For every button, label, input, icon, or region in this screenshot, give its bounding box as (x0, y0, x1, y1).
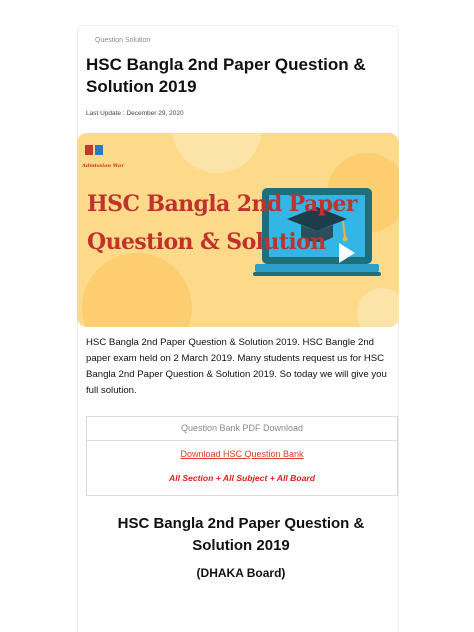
download-note: All Section + All Subject + All Board (169, 473, 315, 483)
logo-icon (85, 145, 103, 155)
featured-banner (77, 133, 399, 327)
section-heading: HSC Bangla 2nd Paper Question & Solution 2019 (117, 515, 365, 554)
banner-heading-line1: HSC Bangla 2nd Paper (87, 191, 357, 217)
download-link[interactable]: Download HSC Question Bank (180, 449, 304, 459)
last-update: Last Update : December 29, 2020 (86, 110, 184, 117)
page-title: HSC Bangla 2nd Paper Question & Solution 2019 (86, 55, 366, 96)
download-box (86, 416, 398, 496)
download-box-heading: Question Bank PDF Download (87, 417, 397, 441)
breadcrumb[interactable]: Question Solution (95, 37, 151, 44)
section-subheading: (DHAKA Board) (196, 566, 286, 580)
intro-paragraph: HSC Bangla 2nd Paper Question & Solution 2019. HSC Bangle 2nd paper exam held on 2 March 2019. Many students request us for HSC Bangla 2nd Paper Question & Solution 2019. So today we will give you full solution. (86, 337, 387, 396)
banner-heading-line2: Question & Solution (87, 229, 326, 255)
logo-text: Admission War (82, 163, 124, 169)
